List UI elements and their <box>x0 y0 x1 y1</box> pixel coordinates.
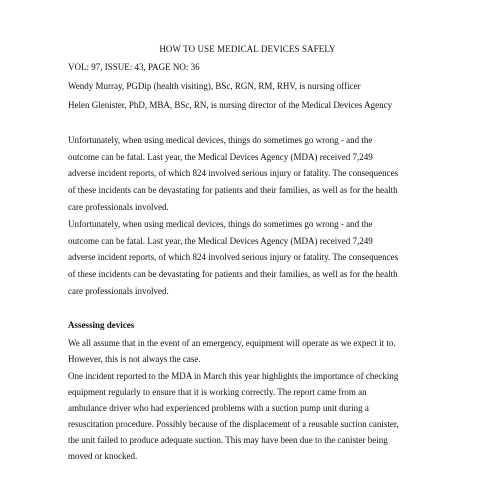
document-meta: VOL: 97, ISSUE: 43, PAGE NO: 36 <box>68 62 200 72</box>
document-title: HOW TO USE MEDICAL DEVICES SAFELY <box>159 44 336 54</box>
paragraph-line: One incident reported to the MDA in March this year highlights the importance of checking <box>68 371 399 381</box>
author-line: Helen Glenister, PhD, MBA, BSc, RN, is nursing director of the Medical Devices Agency <box>68 100 393 110</box>
section-heading: Assessing devices <box>68 320 135 330</box>
paragraph-line: care professionals involved. <box>68 286 169 296</box>
paragraph-line: care professionals involved. <box>68 202 169 212</box>
paragraph-line: of these incidents can be devastating for patients and their families, as well as for the health <box>68 185 398 195</box>
paragraph-line: adverse incident reports, of which 824 involved serious injury or fatality. The consequences <box>68 168 399 178</box>
paragraph-line: outcome can be fatal. Last year, the Medical Devices Agency (MDA) received 7,249 <box>68 236 373 246</box>
paragraph-line: outcome can be fatal. Last year, the Medical Devices Agency (MDA) received 7,249 <box>68 152 373 162</box>
paragraph-line: the unit failed to produce adequate suction. This may have been due to the canister being <box>68 435 388 445</box>
author-line: Wendy Murray, PGDip (health visiting), BSc, RGN, RM, RHV, is nursing officer <box>68 81 361 91</box>
paragraph-line: Unfortunately, when using medical devices, things do sometimes go wrong - and the <box>68 219 373 229</box>
paragraph-line: Unfortunately, when using medical devices, things do sometimes go wrong - and the <box>68 135 373 145</box>
paragraph-line: We all assume that in the event of an emergency, equipment will operate as we expect it to. <box>68 338 396 348</box>
paragraph-line: ambulance driver who had experienced problems with a suction pump unit during a <box>68 403 369 413</box>
paragraph-line: of these incidents can be devastating for patients and their families, as well as for the health <box>68 269 398 279</box>
paragraph-line: However, this is not always the case. <box>68 354 201 364</box>
paragraph-line: equipment regularly to ensure that it is working correctly. The report came from an <box>68 387 367 397</box>
paragraph-line: adverse incident reports, of which 824 involved serious injury or fatality. The consequences <box>68 252 399 262</box>
paragraph-line: resuscitation procedure. Possibly because of the displacement of a reusable suction canister, <box>68 419 399 429</box>
paragraph-line: moved or knocked. <box>68 451 138 461</box>
